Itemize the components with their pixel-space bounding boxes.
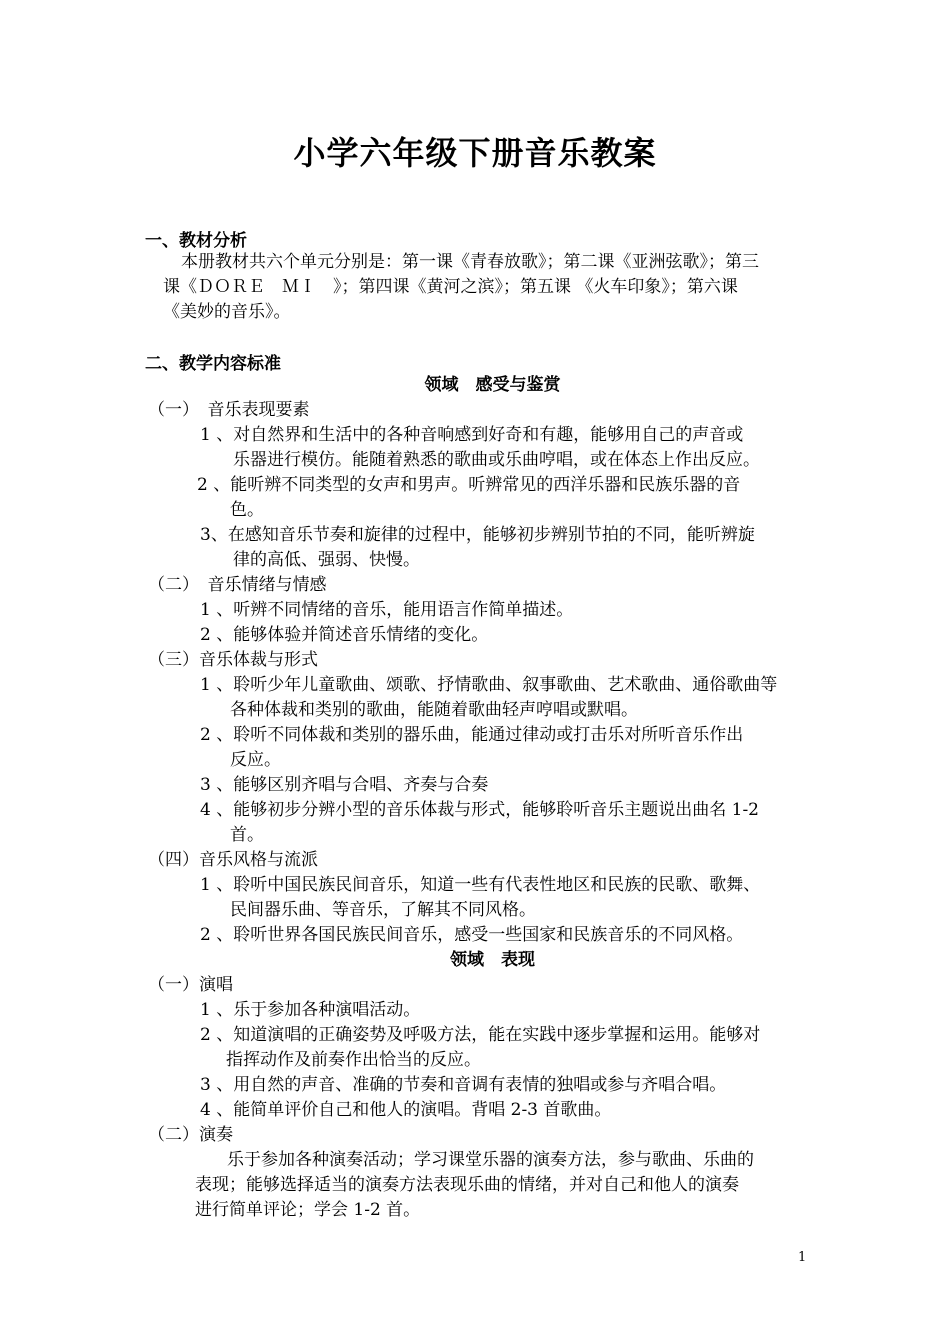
list-item: 4 、能简单评价自己和他人的演唱。背唱 2-3 首歌曲。 [200,1100,612,1120]
paragraph-line: 进行简单评论；学会 1-2 首。 [195,1200,421,1220]
subsection-heading: （二）演奏 [148,1125,233,1145]
paragraph-line: 《美妙的音乐》。 [163,302,291,322]
paragraph-line: 本册教材共六个单元分别是：第一课《青春放歌》；第二课《亚洲弦歌》；第三 [181,252,759,272]
list-item: 2 、知道演唱的正确姿势及呼吸方法，能在实践中逐步掌握和运用。能够对 [200,1025,761,1045]
list-item: 2 、聆听不同体裁和类别的器乐曲，能通过律动或打击乐对所听音乐作出 [200,725,744,745]
domain-heading-perception: 领域 感受与鉴赏 [424,375,561,395]
list-item: 1 、对自然界和生活中的各种音响感到好奇和有趣，能够用自己的声音或 [200,425,744,445]
list-item: 2 、能听辨不同类型的女声和男声。听辨常见的西洋乐器和民族乐器的音 [197,475,741,495]
list-item-continued: 律的高低、强弱、快慢。 [233,550,420,570]
list-item: 1 、听辨不同情绪的音乐，能用语言作简单描述。 [200,600,574,620]
list-item: 4 、能够初步分辨小型的音乐体裁与形式，能够聆听音乐主题说出曲名 1-2 [200,800,759,820]
page-number: 1 [798,1250,807,1265]
section-heading-textbook-analysis: 一、教材分析 [145,231,247,251]
list-item: 2 、聆听世界各国民族民间音乐，感受一些国家和民族音乐的不同风格。 [200,925,744,945]
subsection-heading: （二） 音乐情绪与情感 [148,575,327,595]
list-item-continued: 民间器乐曲、等音乐，了解其不同风格。 [230,900,536,920]
list-item: 1 、乐于参加各种演唱活动。 [200,1000,421,1020]
domain-heading-performance: 领域 表现 [450,950,535,970]
list-item: 3 、用自然的声音、准确的节奏和音调有表情的独唱或参与齐唱合唱。 [200,1075,727,1095]
document-title: 小学六年级下册音乐教案 [293,134,657,172]
list-item: 3、在感知音乐节奏和旋律的过程中，能够初步辨别节拍的不同，能听辨旋 [200,525,755,545]
list-item: 1 、聆听中国民族民间音乐，知道一些有代表性地区和民族的民歌、歌舞、 [200,875,761,895]
list-item-continued: 反应。 [230,750,281,770]
list-item: 1 、聆听少年儿童歌曲、颂歌、抒情歌曲、叙事歌曲、艺术歌曲、通俗歌曲等 [200,675,778,695]
list-item-continued: 色。 [230,500,264,520]
list-item: 2 、能够体验并简述音乐情绪的变化。 [200,625,489,645]
subsection-heading: （一）演唱 [148,975,233,995]
list-item-continued: 各种体裁和类别的歌曲，能随着歌曲轻声哼唱或默唱。 [230,700,638,720]
subsection-heading: （三）音乐体裁与形式 [148,650,318,670]
subsection-heading: （四）音乐风格与流派 [148,850,318,870]
paragraph-line: 表现；能够选择适当的演奏方法表现乐曲的情绪，并对自己和他人的演奏 [195,1175,739,1195]
list-item-continued: 乐器进行模仿。能随着熟悉的歌曲或乐曲哼唱，或在体态上作出反应。 [233,450,760,470]
list-item: 3 、能够区别齐唱与合唱、齐奏与合奏 [200,775,489,795]
subsection-heading: （一） 音乐表现要素 [148,400,310,420]
paragraph-line: 课《ＤＯＲＥ ＭＩ 》；第四课《黄河之滨》；第五课 《火车印象》；第六课 [163,277,738,297]
paragraph-line: 乐于参加各种演奏活动；学习课堂乐器的演奏方法，参与歌曲、乐曲的 [227,1150,754,1170]
section-heading-content-standards: 二、教学内容标准 [145,354,281,374]
list-item-continued: 首。 [230,825,264,845]
list-item-continued: 指挥动作及前奏作出恰当的反应。 [226,1050,481,1070]
